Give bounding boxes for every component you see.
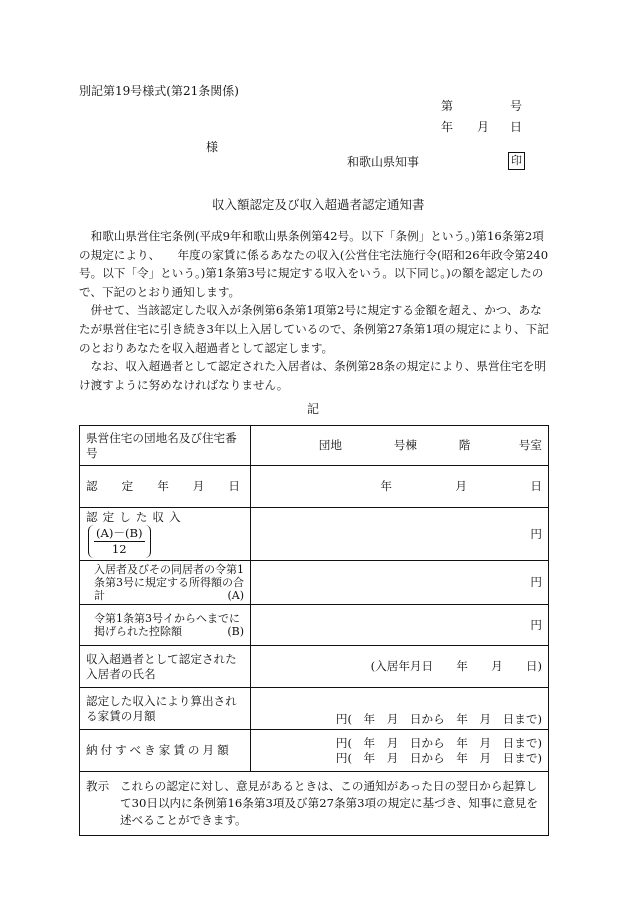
income-b-label: 令第1条第3号イからヘまでに掲げられた控除額 (B) bbox=[80, 605, 251, 646]
row-calc-rent bbox=[80, 688, 549, 730]
calc-rent-label: 認定した収入により算出される家賃の月額 bbox=[80, 688, 251, 730]
excess-name-value: (入居年月日 年 月 日) bbox=[251, 646, 549, 688]
document-title: 収入額認定及び収入超過者認定通知書 bbox=[212, 197, 425, 212]
cert-date-label: 認 定 年 月 日 bbox=[80, 466, 251, 508]
kai-unit: 階 bbox=[458, 438, 471, 452]
row-housing-number bbox=[80, 426, 549, 466]
issuer: 和歌山県知事 bbox=[347, 155, 420, 169]
row-cert-date bbox=[80, 466, 549, 508]
cert-year: 年 bbox=[380, 479, 392, 493]
addressee: 様 bbox=[206, 140, 219, 154]
row-notice bbox=[80, 772, 549, 836]
pay-rent-line-2: 円( 年 月 日から 年 月 日まで) bbox=[335, 750, 542, 765]
doc-number-prefix: 第 bbox=[441, 99, 454, 113]
goshitsu-unit: 号室 bbox=[518, 438, 542, 452]
income-b-yen: 円 bbox=[251, 605, 549, 646]
ki-heading: 記 bbox=[307, 402, 320, 416]
row-excess-name bbox=[80, 646, 549, 688]
income-a-label: 入居者及びその同居者の令第1条第3号に規定する所得額の合計 (A) bbox=[80, 561, 251, 605]
danchi-unit: 団地 bbox=[318, 438, 342, 452]
pay-rent-label: 納付すべき家賃の月額 bbox=[80, 730, 251, 772]
date-year: 年 bbox=[441, 120, 454, 134]
income-label: 認定した収入 $\frac{(A)-(B)}{12}$ bbox=[80, 508, 251, 561]
cert-month: 月 bbox=[455, 479, 467, 493]
paragraph-3: なお、収入超過者として認定された入居者は、条例第28条の規定により、県営住宅を明け渡すように努めなければなりません。 bbox=[79, 359, 546, 392]
goto-unit: 号棟 bbox=[393, 438, 417, 452]
row-income-b bbox=[80, 605, 549, 646]
row-pay-rent bbox=[80, 730, 549, 772]
income-formula: $\frac{(A)-(B)}{12}$ bbox=[88, 525, 151, 558]
income-yen: 円 bbox=[251, 508, 549, 561]
form-label: 別記第19号様式(第21条関係) bbox=[79, 84, 239, 98]
date-month: 月 bbox=[477, 120, 490, 134]
notice-text: これらの認定に対し、意見があるときは、この通知があった日の翌日から起算して30日以内に条例第16条第3項及び第27条第3項の規定に基づき、知事に意見を述べることができます。 bbox=[120, 779, 538, 827]
excess-name-label: 収入超過者として認定された入居者の氏名 bbox=[80, 646, 251, 688]
calc-rent-value: 円( 年 月 日から 年 月 日まで) bbox=[251, 688, 549, 730]
paragraph-2: 併せて、当該認定した収入が条例第6条第1項第2号に規定する金額を超え、かつ、あなたが県営住宅に引き続き3年以上入居しているので、条例第27条第1項の規定により、下記のとおりあなたを収入超過者として認定します。 bbox=[79, 303, 549, 355]
income-a-yen: 円 bbox=[251, 561, 549, 605]
seal-stamp: 印 bbox=[508, 152, 525, 170]
notice-key: 教示 bbox=[86, 779, 110, 793]
pay-rent-value bbox=[251, 730, 549, 772]
paragraph-1: 和歌山県営住宅条例(平成9年和歌山県条例第42号。以下「条例」という。)第16条第2項の規定により、 年度の家賃に係るあなたの収入(公営住宅法施行令(昭和26年政令第240号。以下「令」という。)第1条第3号に規定する収入をいう。以下同じ。)の額を認定したので、下記のとおり通知します。 bbox=[79, 229, 549, 299]
housing-number-label: 県営住宅の団地名及び住宅番号 bbox=[80, 426, 251, 466]
date-day: 日 bbox=[510, 120, 523, 134]
row-income bbox=[80, 508, 549, 561]
cert-date-value bbox=[251, 466, 549, 508]
details-table bbox=[79, 425, 549, 836]
row-income-a bbox=[80, 561, 549, 605]
housing-number-value bbox=[251, 426, 549, 466]
body-paragraphs bbox=[79, 227, 549, 394]
cert-day: 日 bbox=[530, 479, 542, 493]
doc-number-suffix: 号 bbox=[510, 99, 523, 113]
pay-rent-line-1: 円( 年 月 日から 年 月 日まで) bbox=[335, 735, 542, 750]
notice-cell bbox=[80, 772, 549, 836]
